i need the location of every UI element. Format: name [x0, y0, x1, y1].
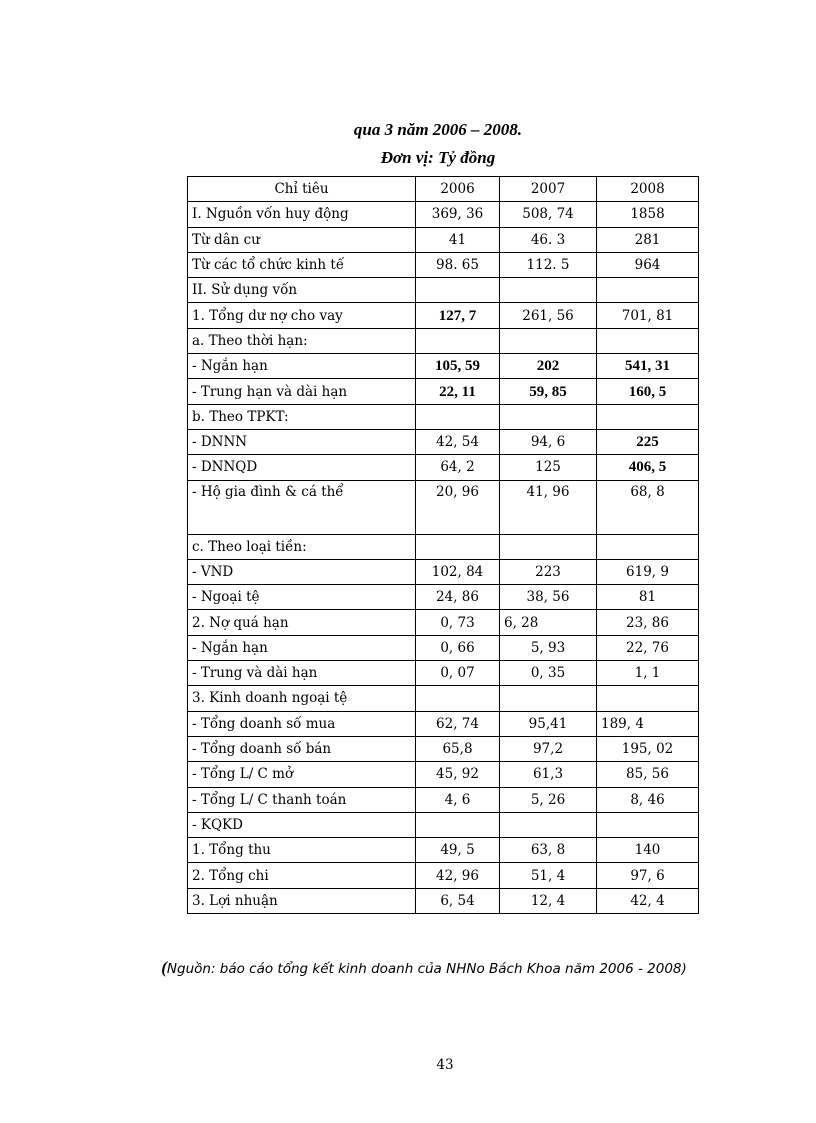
value-cell: 127, 7	[416, 303, 500, 328]
value-cell: 38, 56	[500, 585, 597, 610]
value-cell: 195, 02	[597, 736, 699, 761]
value-cell: 85, 56	[597, 762, 699, 787]
row-label-cell: - Tổng L/ C thanh toán	[188, 787, 416, 812]
value-cell: 1, 1	[597, 661, 699, 686]
value-cell: 41, 96	[500, 480, 597, 534]
value-cell: 45, 92	[416, 762, 500, 787]
table-row	[188, 838, 699, 863]
value-cell: 97, 6	[597, 863, 699, 888]
value-cell: 95,41	[500, 711, 597, 736]
table-row	[188, 711, 699, 736]
table-row	[188, 863, 699, 888]
table-row	[188, 303, 699, 328]
value-cell	[500, 328, 597, 353]
table-row	[188, 635, 699, 660]
table-row	[188, 278, 699, 303]
value-cell: 508, 74	[500, 202, 597, 227]
value-cell: 59, 85	[500, 379, 597, 404]
table-row	[188, 559, 699, 584]
row-label-cell: - Ngắn hạn	[188, 635, 416, 660]
value-cell: 41	[416, 227, 500, 252]
row-label-cell: Từ dân cư	[188, 227, 416, 252]
value-cell	[500, 812, 597, 837]
value-cell: 619, 9	[597, 559, 699, 584]
row-label-cell: - DNNN	[188, 429, 416, 454]
value-cell: 81	[597, 585, 699, 610]
value-cell	[597, 686, 699, 711]
value-cell: 223	[500, 559, 597, 584]
value-cell	[416, 812, 500, 837]
value-cell: 0, 73	[416, 610, 500, 635]
value-cell: 102, 84	[416, 559, 500, 584]
value-cell: 63, 8	[500, 838, 597, 863]
row-label-cell: - DNNQD	[188, 455, 416, 480]
value-cell: 369, 36	[416, 202, 500, 227]
row-label-cell: - Ngoại tệ	[188, 585, 416, 610]
value-cell	[500, 278, 597, 303]
value-cell: 125	[500, 455, 597, 480]
value-cell: 42, 96	[416, 863, 500, 888]
value-cell: 0, 35	[500, 661, 597, 686]
row-label-cell: - Tổng L/ C mở	[188, 762, 416, 787]
table-row	[188, 534, 699, 559]
table-row	[188, 686, 699, 711]
table-header-row	[188, 177, 699, 202]
header-cell: 2006	[416, 177, 500, 202]
table-row	[188, 202, 699, 227]
unit-caption: Đơn vị: Tỷ đồng	[380, 148, 496, 167]
value-cell: 5, 93	[500, 635, 597, 660]
value-cell: 112. 5	[500, 252, 597, 277]
value-cell: 225	[597, 429, 699, 454]
row-label-cell: 1. Tổng thu	[188, 838, 416, 863]
source-open-paren: (	[161, 958, 167, 977]
row-label-cell: - Tổng doanh số mua	[188, 711, 416, 736]
value-cell: 46. 3	[500, 227, 597, 252]
row-label-cell: a. Theo thời hạn:	[188, 328, 416, 353]
row-label-cell: - Trung hạn và dài hạn	[188, 379, 416, 404]
row-label-cell: - Trung và dài hạn	[188, 661, 416, 686]
value-cell: 140	[597, 838, 699, 863]
table-row	[188, 736, 699, 761]
table-row	[188, 252, 699, 277]
value-cell: 64, 2	[416, 455, 500, 480]
row-label-cell: II. Sử dụng vốn	[188, 278, 416, 303]
row-label-cell: 2. Tổng chi	[188, 863, 416, 888]
row-label-cell: 3. Kinh doanh ngoại tệ	[188, 686, 416, 711]
value-cell: 5, 26	[500, 787, 597, 812]
table-row	[188, 379, 699, 404]
table-caption: qua 3 năm 2006 – 2008.	[353, 120, 523, 139]
row-label-cell: I. Nguồn vốn huy động	[188, 202, 416, 227]
value-cell	[500, 686, 597, 711]
header-cell: Chỉ tiêu	[188, 177, 416, 202]
value-cell	[597, 534, 699, 559]
row-label-cell: - Ngắn hạn	[188, 354, 416, 379]
row-label-cell: 1. Tổng dư nợ cho vay	[188, 303, 416, 328]
value-cell: 22, 11	[416, 379, 500, 404]
table-row	[188, 610, 699, 635]
value-cell: 189, 4	[597, 711, 699, 736]
header-cell: 2008	[597, 177, 699, 202]
table-row	[188, 812, 699, 837]
value-cell: 1858	[597, 202, 699, 227]
row-label-cell: - Hộ gia đình & cá thể	[188, 480, 416, 534]
value-cell: 105, 59	[416, 354, 500, 379]
value-cell	[597, 278, 699, 303]
value-cell	[416, 686, 500, 711]
value-cell: 42, 4	[597, 888, 699, 913]
table-row	[188, 585, 699, 610]
table-row	[188, 888, 699, 913]
table-row	[188, 787, 699, 812]
row-label-cell: - KQKD	[188, 812, 416, 837]
value-cell: 68, 8	[597, 480, 699, 534]
value-cell	[416, 404, 500, 429]
value-cell: 12, 4	[500, 888, 597, 913]
value-cell	[416, 278, 500, 303]
value-cell: 61,3	[500, 762, 597, 787]
value-cell: 160, 5	[597, 379, 699, 404]
value-cell: 49, 5	[416, 838, 500, 863]
value-cell: 202	[500, 354, 597, 379]
value-cell: 23, 86	[597, 610, 699, 635]
value-cell	[597, 812, 699, 837]
table-row	[188, 328, 699, 353]
data-table	[187, 176, 699, 914]
header-cell: 2007	[500, 177, 597, 202]
value-cell: 42, 54	[416, 429, 500, 454]
row-label-cell: 2. Nợ quá hạn	[188, 610, 416, 635]
table-row	[188, 404, 699, 429]
source-text: Nguồn: báo cáo tổng kết kinh doanh của NHNo Bách Khoa năm 2006 - 2008)	[166, 961, 687, 977]
value-cell	[597, 404, 699, 429]
row-label-cell: c. Theo loại tiền:	[188, 534, 416, 559]
table-row	[188, 354, 699, 379]
value-cell: 8, 46	[597, 787, 699, 812]
value-cell	[500, 404, 597, 429]
value-cell: 94, 6	[500, 429, 597, 454]
value-cell	[416, 328, 500, 353]
table-row	[188, 661, 699, 686]
row-label-cell: 3. Lợi nhuận	[188, 888, 416, 913]
value-cell: 98. 65	[416, 252, 500, 277]
row-label-cell: - VND	[188, 559, 416, 584]
value-cell: 6, 54	[416, 888, 500, 913]
row-label-cell: b. Theo TPKT:	[188, 404, 416, 429]
value-cell: 62, 74	[416, 711, 500, 736]
table-row	[188, 429, 699, 454]
table-row	[188, 455, 699, 480]
value-cell: 541, 31	[597, 354, 699, 379]
table-row	[188, 762, 699, 787]
value-cell: 281	[597, 227, 699, 252]
value-cell: 261, 56	[500, 303, 597, 328]
page-number: 43	[436, 1057, 454, 1073]
value-cell: 51, 4	[500, 863, 597, 888]
value-cell: 97,2	[500, 736, 597, 761]
value-cell: 0, 07	[416, 661, 500, 686]
value-cell: 22, 76	[597, 635, 699, 660]
value-cell: 4, 6	[416, 787, 500, 812]
value-cell: 964	[597, 252, 699, 277]
value-cell	[597, 328, 699, 353]
value-cell: 6, 28	[500, 610, 597, 635]
value-cell: 65,8	[416, 736, 500, 761]
source-note	[0, 958, 816, 978]
table-row	[188, 227, 699, 252]
value-cell	[416, 534, 500, 559]
value-cell: 0, 66	[416, 635, 500, 660]
row-label-cell: Từ các tổ chức kinh tế	[188, 252, 416, 277]
table-row	[188, 480, 699, 534]
row-label-cell: - Tổng doanh số bán	[188, 736, 416, 761]
value-cell: 24, 86	[416, 585, 500, 610]
value-cell: 406, 5	[597, 455, 699, 480]
value-cell: 701, 81	[597, 303, 699, 328]
value-cell	[500, 534, 597, 559]
value-cell: 20, 96	[416, 480, 500, 534]
